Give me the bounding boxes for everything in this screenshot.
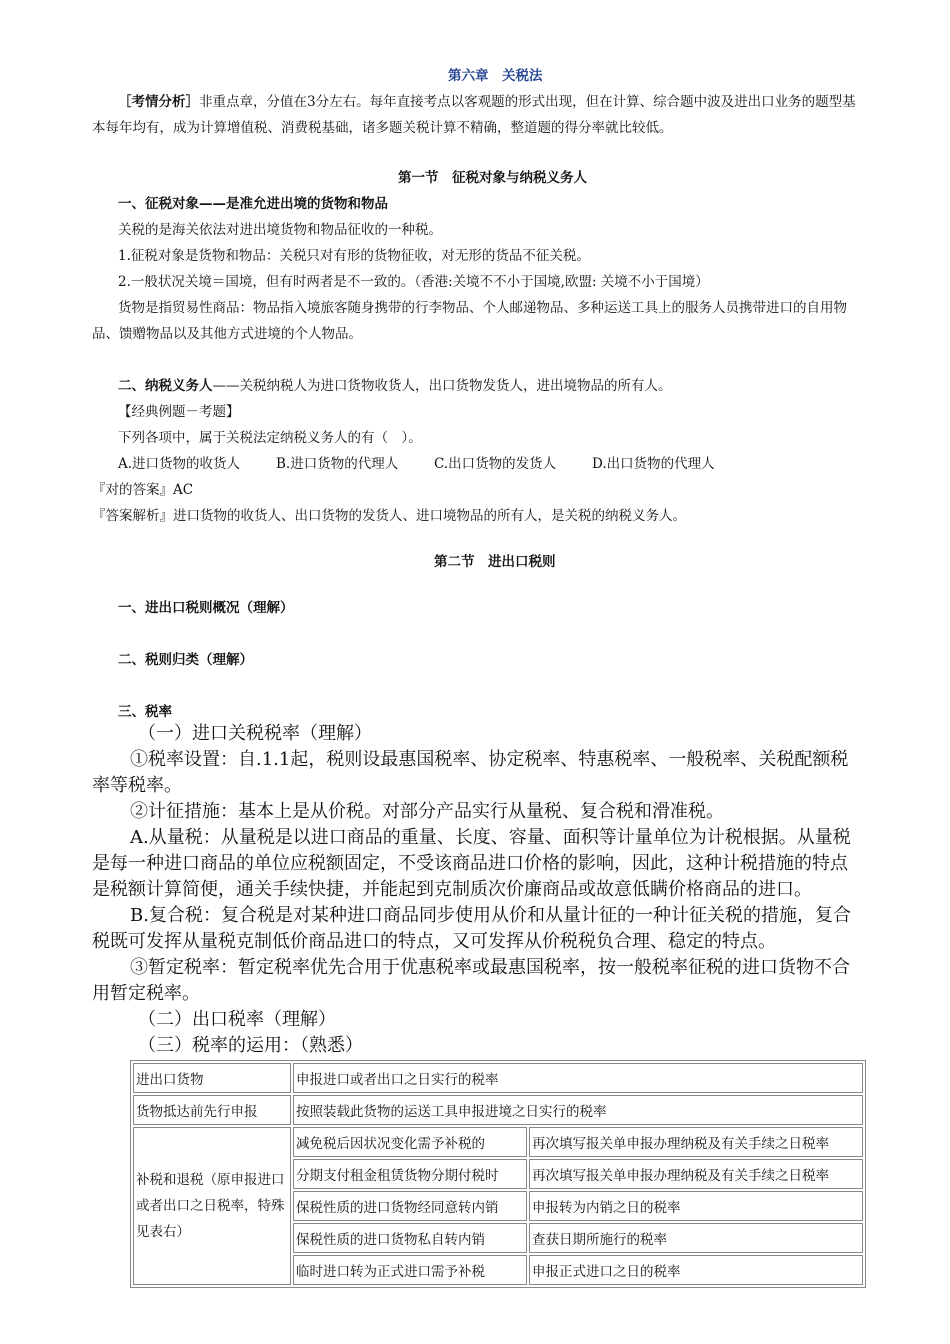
example-label: 【经典例题－考题】 [118, 404, 240, 420]
table-cell: 再次填写报关单申报办理纳税及有关手续之日税率 [529, 1127, 863, 1157]
chapter-title: 第六章 关税法 [448, 68, 543, 84]
answer: 『对的答案』AC [92, 482, 194, 498]
rate-setting-line-1: ①税率设置：自.1.1起，税则设最惠国税率、协定税率、特惠税率、一般税率、关税配额税 [130, 749, 849, 770]
analysis-line-1 [118, 90, 856, 110]
option-b: B.进口货物的代理人 [276, 456, 399, 472]
section1-heading-1: 一、征税对象——是准允进出境的货物和物品 [118, 196, 388, 212]
analysis-line-2: 本每年均有，成为计算增值税、消费税基础，诸多题关税计算不精确，整道题的得分率就比较低。 [92, 120, 673, 136]
section2-heading-3: 三、税率 [118, 704, 172, 720]
subsection-import-rates: （一）进口关税税率（理解） [138, 723, 372, 744]
table-cell: 保税性质的进口货物私自转内销 [293, 1223, 527, 1253]
table-cell: 分期支付租金租赁货物分期付税时 [293, 1159, 527, 1189]
rate-application-table [130, 1060, 866, 1288]
specific-duty-line-3: 是税额计算简便，通关手续快捷，并能起到克制质次价廉商品或故意低瞒价格商品的进口。 [92, 879, 812, 900]
specific-duty-line-2: 是每一种进口商品的单位应税额固定，不受该商品进口价格的影响，因此，这种计税措施的特点 [92, 853, 848, 874]
section2-heading-2: 二、税则归类（理解） [118, 652, 253, 668]
table-row [133, 1095, 863, 1125]
answer-explanation: 『答案解析』进口货物的收货人、出口货物的发货人、进口境物品的所有人，是关税的纳税义务人。 [92, 508, 686, 524]
option-d: D.出口货物的代理人 [592, 456, 715, 472]
table-cell: 减免税后因状况变化需予补税的 [293, 1127, 527, 1157]
table-row [133, 1127, 863, 1157]
table-cell: 申报进口或者出口之日实行的税率 [293, 1063, 863, 1093]
section1-para-4-line-2: 品、馈赠物品以及其他方式进境的个人物品。 [92, 326, 362, 342]
levy-method: ②计征措施：基本上是从价税。对部分产品实行从量税、复合税和滑准税。 [130, 801, 724, 822]
section1-para-2: 1.征税对象是货物和物品：关税只对有形的货物征收，对无形的货品不征关税。 [118, 248, 590, 264]
section2-title: 第二节 进出口税则 [434, 554, 556, 570]
option-a: A.进口货物的收货人 [118, 456, 241, 472]
table-cell: 查获日期所施行的税率 [529, 1223, 863, 1253]
analysis-text-1: 非重点章，分值在3分左右。每年直接考点以客观题的形式出现，但在计算、综合题中波及进出口业务的题型基 [199, 94, 856, 110]
section1-para-3: 2.一般状况关境＝国境，但有时两者是不一致的。（香港:关境不不小于国境,欧盟: 关境不小于国境） [118, 274, 709, 290]
subsection-rate-application: （三）税率的运用：（熟悉） [138, 1035, 363, 1056]
section1-para-1: 关税的是海关依法对进出境货物和物品征收的一种税。 [118, 222, 442, 238]
section2-heading-1: 一、进出口税则概况（理解） [118, 600, 294, 616]
table-cell: 临时进口转为正式进口需予补税 [293, 1255, 527, 1285]
table-cell: 申报正式进口之日的税率 [529, 1255, 863, 1285]
compound-duty-line-1: B.复合税：复合税是对某种进口商品同步使用从价和从量计征的一种计征关税的措施，复合 [130, 905, 851, 926]
table-cell: 进出口货物 [133, 1063, 291, 1093]
heading-2-rest: ——关税纳税人为进口货物收货人，出口货物发货人，进出境物品的所有人。 [212, 378, 672, 394]
provisional-rate-line-1: ③暂定税率：暂定税率优先合用于优惠税率或最惠国税率，按一般税率征税的进口货物不合 [130, 957, 850, 978]
table-cell: 货物抵达前先行申报 [133, 1095, 291, 1125]
section1-title: 第一节 征税对象与纳税义务人 [398, 170, 587, 186]
rate-setting-line-2: 率等税率。 [92, 775, 182, 796]
section1-heading-2 [118, 374, 672, 394]
heading-2-bold: 二、纳税义务人 [118, 378, 213, 394]
table-cell: 按照装载此货物的运送工具申报进境之日实行的税率 [293, 1095, 863, 1125]
table-cell: 保税性质的进口货物经同意转内销 [293, 1191, 527, 1221]
table-row [133, 1063, 863, 1093]
provisional-rate-line-2: 用暂定税率。 [92, 983, 200, 1004]
specific-duty-line-1: A.从量税：从量税是以进口商品的重量、长度、容量、面积等计量单位为计税根据。从量税 [130, 827, 851, 848]
table-group-label: 补税和退税（原申报进口或者出口之日税率，特殊见表右） [133, 1127, 291, 1285]
example-question: 下列各项中，属于关税法定纳税义务人的有（ ）。 [118, 430, 422, 446]
section1-para-4-line-1: 货物是指贸易性商品：物品指入境旅客随身携带的行李物品、个人邮递物品、多种运送工具上的服务人员携带进口的自用物 [118, 300, 847, 316]
analysis-label: ［考情分析］ [118, 94, 199, 110]
table-cell: 申报转为内销之日的税率 [529, 1191, 863, 1221]
subsection-export-rates: （二）出口税率（理解） [138, 1009, 336, 1030]
table-cell: 再次填写报关单申报办理纳税及有关手续之日税率 [529, 1159, 863, 1189]
option-c: C.出口货物的发货人 [434, 456, 557, 472]
compound-duty-line-2: 税既可发挥从量税克制低价商品进口的特点，又可发挥从价税税负合理、稳定的特点。 [92, 931, 776, 952]
